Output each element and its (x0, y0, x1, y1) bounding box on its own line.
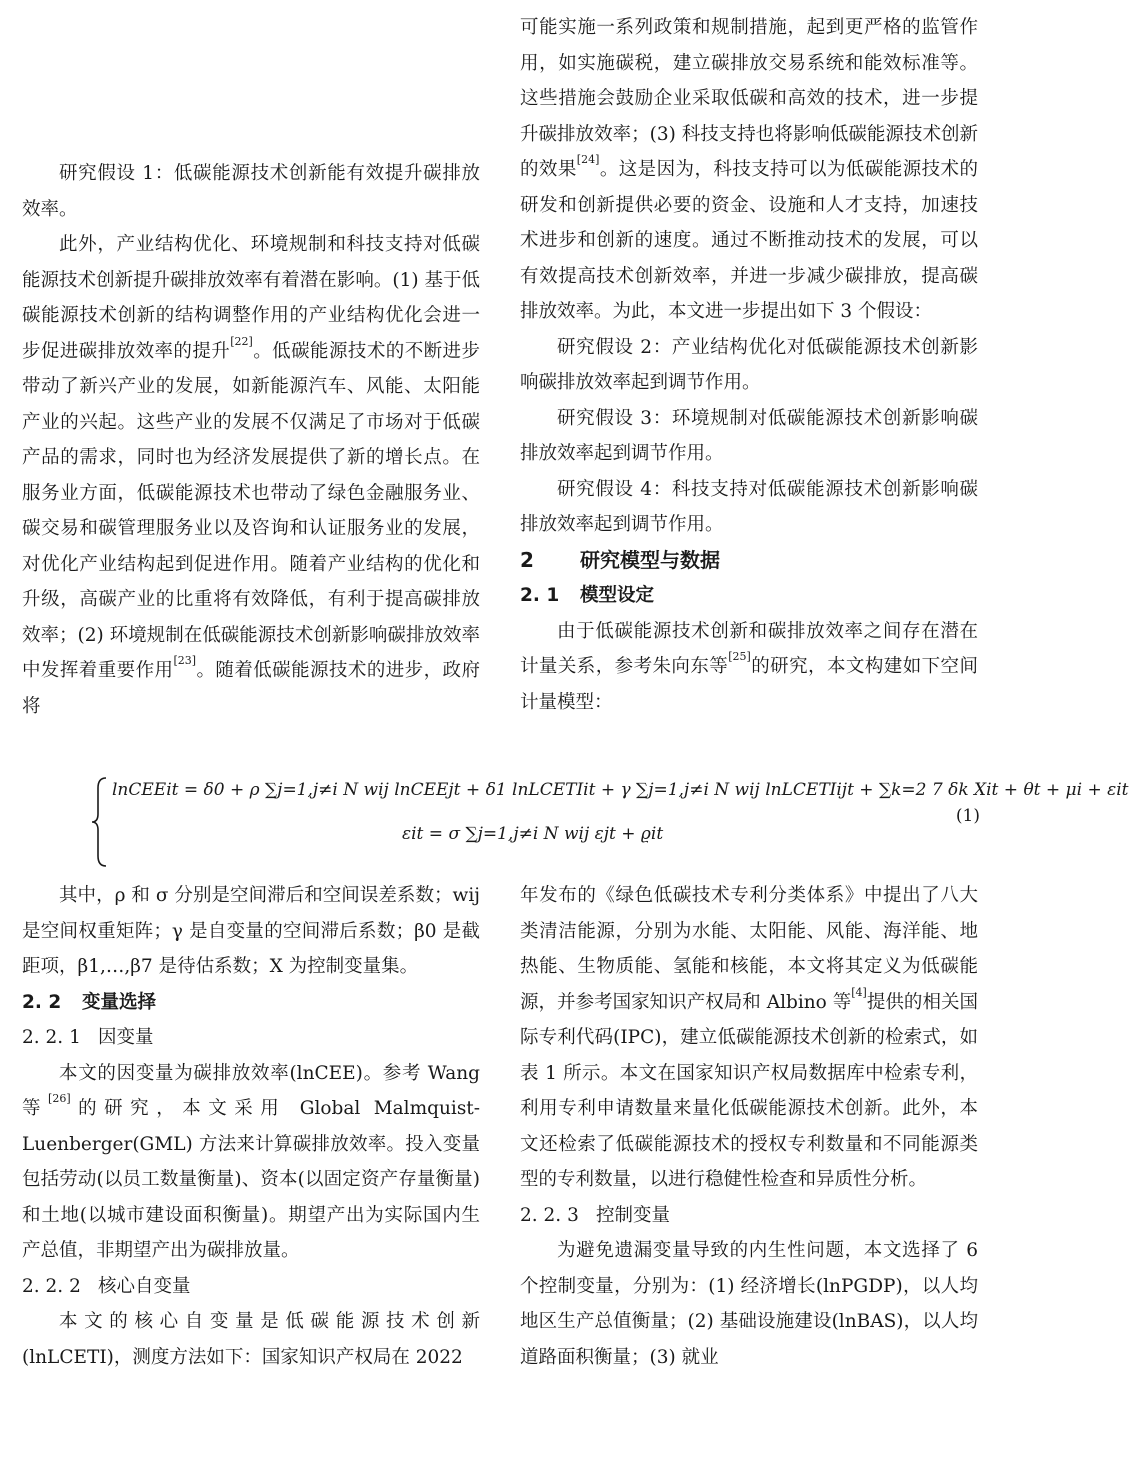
section-title: 因变量 (98, 1027, 154, 1048)
left-column-bottom (22, 878, 480, 1375)
citation-23: [23] (173, 654, 197, 667)
paragraph-continued (520, 10, 978, 330)
paragraph-model (520, 614, 978, 721)
section-2-heading (520, 543, 978, 579)
equation-line-2: εit = σ ∑j=1,j≠i N wij εjt + ϱit (402, 824, 664, 844)
equation-line-1: lnCEEit = δ0 + ρ ∑j=1,j≠i N wij lnCEEjt + δ1 lnLCETIit + γ ∑j=1,j≠i N wij lnLCETIijt + ∑k=2 7 δk Xit + θt + μi + εit (112, 780, 1129, 800)
text-span: 本文的因变量为碳排放效率(lnCEE)。参考 Wang 等 (22, 1062, 480, 1119)
right-column-bottom (520, 878, 978, 1375)
section-2-2-3-heading (520, 1198, 978, 1234)
section-title: 核心自变量 (98, 1275, 191, 1297)
text-span: 年发布的《绿色低碳技术专利分类体系》中提出了八大类清洁能源，分别为水能、太阳能、风能、海洋能、地热能、生物质能、氢能和核能，本文将其定义为低碳能源，并参考国家知识产权局和 Albino 等 (520, 885, 978, 1013)
paragraph-patents (520, 878, 978, 1198)
text-span: 可能实施一系列政策和规制措施，起到更严格的监管作用，如实施碳税，建立碳排放交易系统和能效标准等。这些措施会鼓励企业采取低碳和高效的技术，进一步提升碳排放效率；(3) 科技支持也将影响低碳能源技术创新的效果 (520, 17, 978, 180)
left-column-top (22, 156, 480, 724)
paragraph-moderators (22, 227, 480, 724)
citation-24: [24] (576, 153, 600, 166)
text-span: 此外，产业结构优化、环境规制和科技支持对低碳能源技术创新提升碳排放效率有着潜在影响。(1) 基于低碳能源技术创新的结构调整作用的产业结构优化会进一步促进碳排放效率的提升 (22, 234, 480, 362)
section-number: 2. 2. 3 (520, 1204, 579, 1226)
equation-block (90, 776, 1129, 868)
right-column-top (520, 10, 978, 720)
left-brace (90, 776, 108, 868)
section-2-2-heading (22, 985, 480, 1021)
text-span: 由于低碳能源技术创新和碳排放效率之间存在潜在计量关系，参考朱向东等 (520, 620, 978, 677)
paragraph-dependent-variable (22, 1056, 480, 1269)
hypothesis-1: 研究假设 1：低碳能源技术创新能有效提升碳排放效率。 (22, 163, 480, 220)
text-span: 。这是因为，科技支持可以为低碳能源技术的研发和创新提供必要的资金、设施和人才支持，加速技术进步和创新的速度。通过不断推动技术的发展，可以有效提高技术创新效率，并进一步减少碳排放，提高碳排放效率。为此，本文进一步提出如下 3 个假设： (520, 159, 978, 322)
hypothesis-2: 研究假设 2：产业结构优化对低碳能源技术创新影响碳排放效率起到调节作用。 (520, 336, 978, 393)
section-2-1-heading (520, 578, 978, 614)
section-title: 控制变量 (596, 1204, 671, 1226)
text-span: 。随着低碳能源技术的进步，政府将 (22, 660, 480, 717)
section-number: 2. 1 (520, 585, 560, 606)
text-span: 提供的相关国际专利代码(IPC)，建立低碳能源技术创新的检索式，如表 1 所示。本文在国家知识产权局数据库中检索专利，利用专利申请数量来量化低碳能源技术创新。此外，本文还检索了低碳能源技术的授权专利数量和不同能源类型的专利数量，以进行稳健性检查和异质性分析。 (520, 991, 978, 1190)
section-number: 2. 2. 1 (22, 1027, 81, 1048)
section-number: 2 (520, 547, 534, 572)
section-2-2-1-heading (22, 1020, 480, 1056)
paragraph-symbols: 其中，ρ 和 σ 分别是空间滞后和空间误差系数；wij是空间权重矩阵；γ 是自变量的空间滞后系数；β0 是截距项，β1,…,β7 是待估系数；X 为控制变量集。 (22, 885, 480, 977)
text-span: 的研究，本文采用 Global Malmquist-Luenberger(GML) 方法来计算碳排放效率。投入变量包括劳动(以员工数量衡量)、资本(以固定资产存量衡量)和土地(以城市建设面积衡量)。期望产出为实际国内生产总值，非期望产出为碳排放量。 (22, 1098, 480, 1261)
section-title: 研究模型与数据 (580, 547, 720, 572)
hypothesis-4: 研究假设 4：科技支持对低碳能源技术创新影响碳排放效率起到调节作用。 (520, 478, 978, 535)
section-number: 2. 2. 2 (22, 1275, 81, 1297)
text-span: 。低碳能源技术的不断进步带动了新兴产业的发展，如新能源汽车、风能、太阳能产业的兴起。这些产业的发展不仅满足了市场对于低碳产品的需求，同时也为经济发展提供了新的增长点。在服务业方面，低碳能源技术也带动了绿色金融服务业、碳交易和碳管理服务业以及咨询和认证服务业的发展，对优化产业结构起到促进作用。随着产业结构的优化和升级，高碳产业的比重将有效降低，有利于提高碳排放效率；(2) 环境规制在低碳能源技术创新影响碳排放效率中发挥着重要作用 (22, 340, 480, 681)
section-number: 2. 2 (22, 991, 62, 1013)
paragraph-core-variable: 本文的核心自变量是低碳能源技术创新(lnLCETI)，测度方法如下：国家知识产权局在 2022 (22, 1311, 480, 1368)
section-title: 模型设定 (580, 585, 655, 606)
section-title: 变量选择 (82, 991, 157, 1013)
text-span: 的研究，本文构建如下空间计量模型： (520, 656, 978, 713)
citation-25: [25] (728, 650, 751, 663)
citation-22: [22] (230, 334, 253, 348)
section-2-2-2-heading (22, 1269, 480, 1305)
equation-number: (1) (955, 806, 980, 826)
citation-26: [26] (48, 1092, 71, 1105)
hypothesis-3: 研究假设 3：环境规制对低碳能源技术创新影响碳排放效率起到调节作用。 (520, 407, 978, 464)
citation-4: [4] (851, 985, 867, 999)
paragraph-control-variables: 为避免遗漏变量导致的内生性问题，本文选择了 6 个控制变量，分别为：(1) 经济增长(lnPGDP)，以人均地区生产总值衡量；(2) 基础设施建设(lnBAS)，以人均道路面积衡量；(3) 就业 (520, 1240, 978, 1368)
